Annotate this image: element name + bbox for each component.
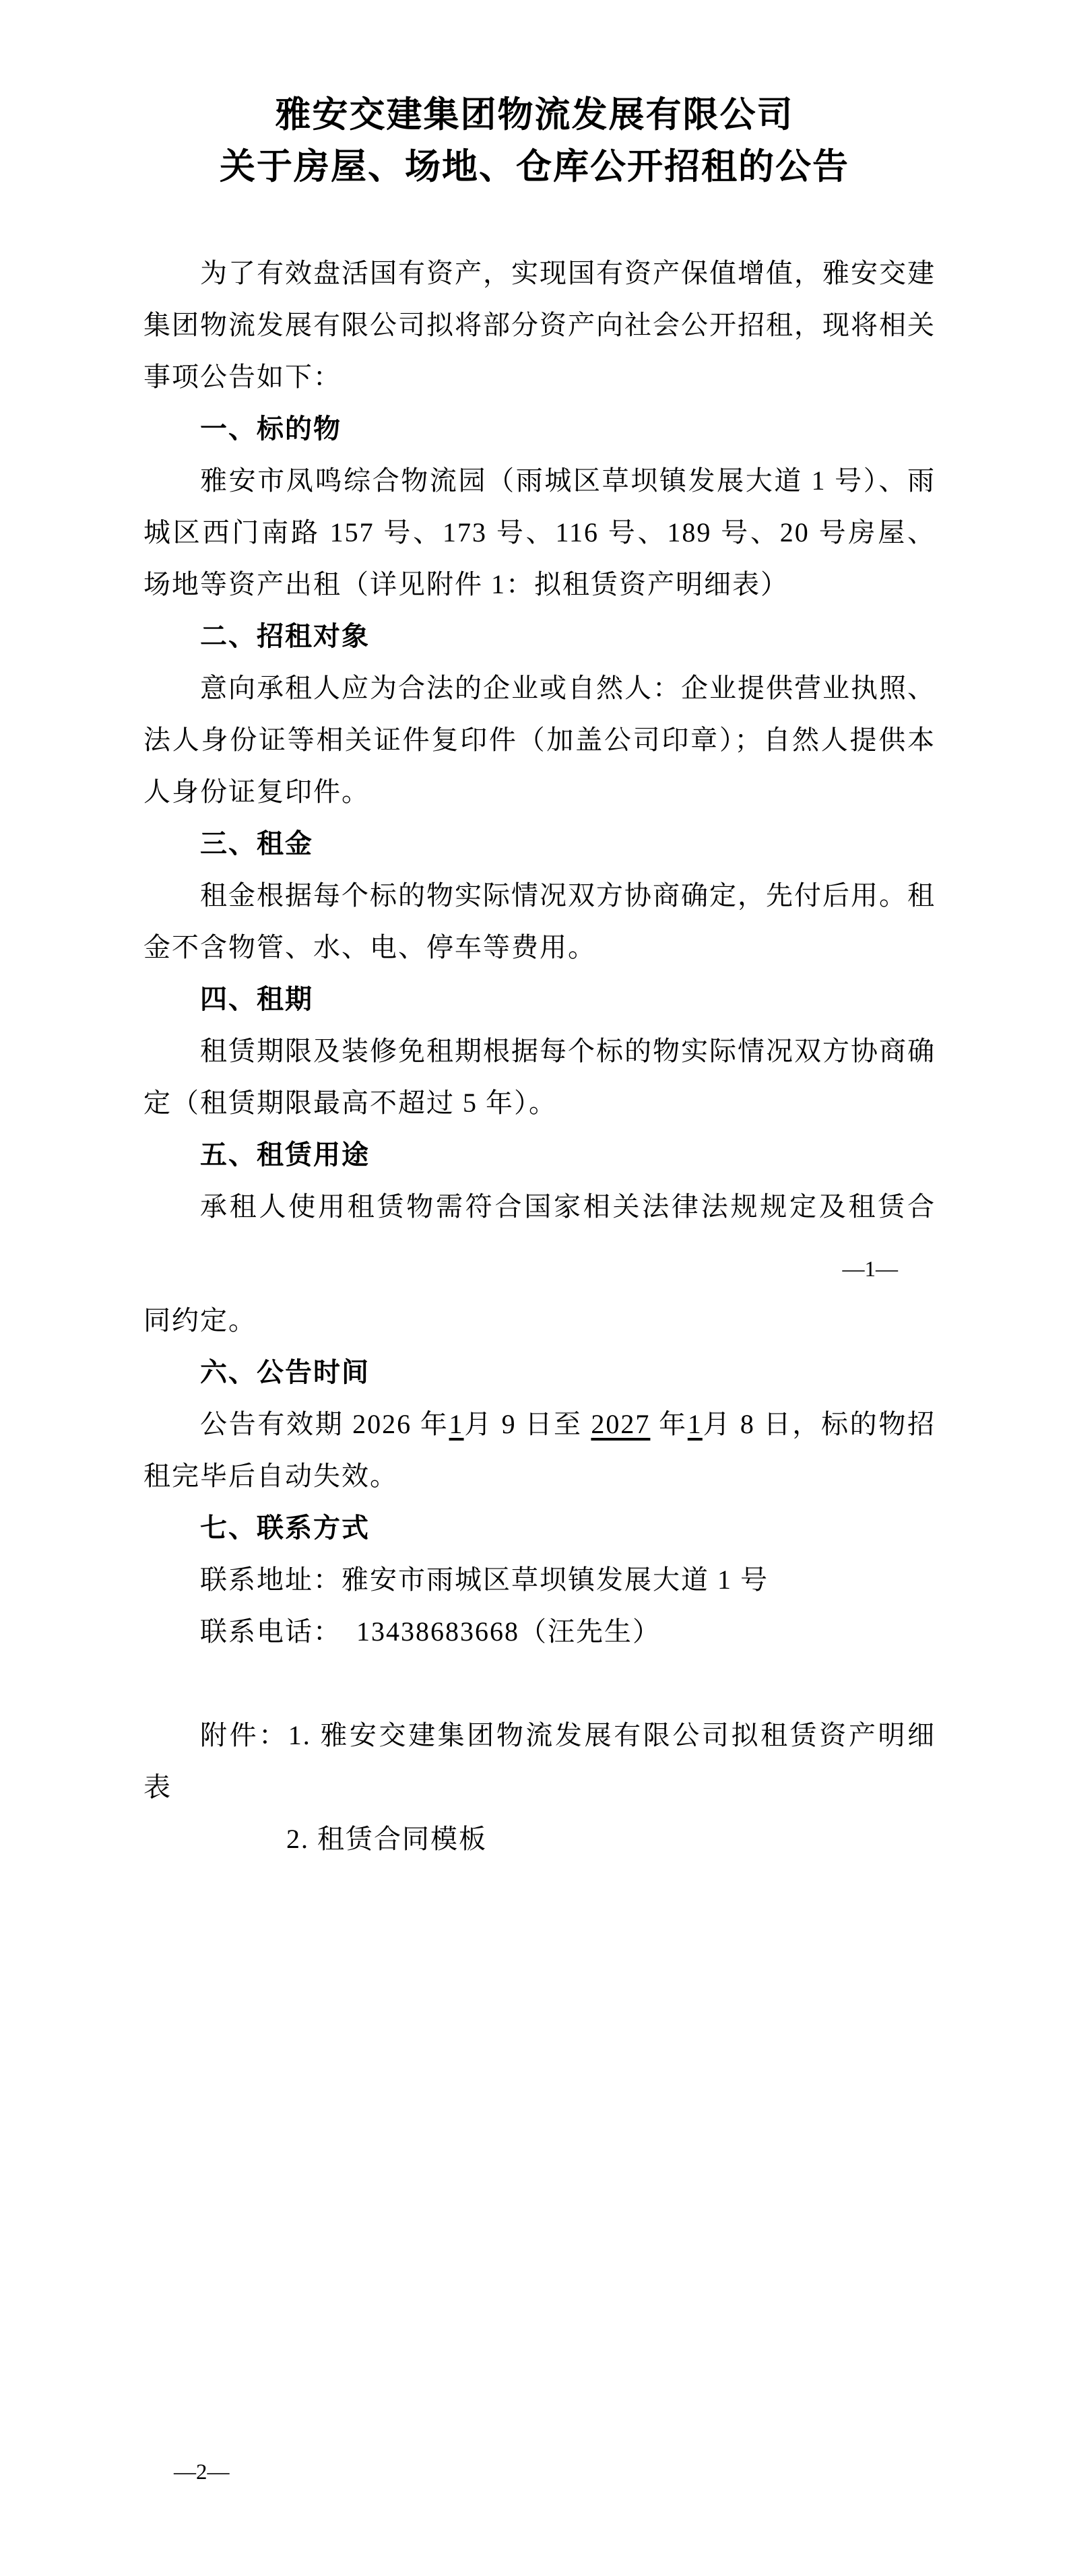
underlined-date-part: 2027 [591, 1409, 651, 1439]
page-number-1: —1— [842, 1257, 898, 1282]
paragraph: 附件：1. 雅安交建集团物流发展有限公司拟租赁资产明细表 [143, 1720, 936, 1802]
document-title-line1: 雅安交建集团物流发展有限公司 [275, 96, 794, 135]
paragraph: 2. 租赁合同模板 [286, 1824, 487, 1854]
section-heading: 二、招租对象 [200, 621, 370, 651]
paragraph: 同约定。 [143, 1305, 257, 1335]
document-title [0, 0, 1069, 193]
underlined-date-part: 1 [449, 1409, 464, 1439]
underlined-date-part: 1 [687, 1409, 703, 1439]
section-heading: 一、标的物 [200, 414, 342, 444]
section-heading: 六、公告时间 [200, 1357, 370, 1387]
paragraph: 为了有效盘活国有资产，实现国有资产保值增值，雅安交建集团物流发展有限公司拟将部分资产向社会公开招租，现将相关事项公告如下： [143, 258, 936, 392]
section-heading: 三、租金 [200, 828, 313, 859]
paragraph: 意向承租人应为合法的企业或自然人：企业提供营业执照、法人身份证等相关证件复印件（加盖公司印章）；自然人提供本人身份证复印件。 [143, 673, 936, 807]
paragraph: 联系电话： 13438683668（汪先生） [200, 1616, 661, 1647]
paragraph: 租赁期限及装修免租期根据每个标的物实际情况双方协商确定（租赁期限最高不超过 5 年）。 [143, 1036, 936, 1118]
section-heading: 四、租期 [200, 984, 313, 1014]
document-title-line2: 关于房屋、场地、仓库公开招租的公告 [220, 147, 849, 187]
section-heading: 五、租赁用途 [200, 1140, 370, 1170]
paragraph: 联系地址：雅安市雨城区草坝镇发展大道 1 号 [200, 1564, 769, 1595]
document-body [0, 247, 936, 1865]
paragraph: 承租人使用租赁物需符合国家相关法律法规规定及租赁合 [200, 1191, 936, 1222]
paragraph: 公告有效期 2026 年1月 9 日至 2027 年1月 8 日，标的物招租完毕后自动失效。 [143, 1409, 936, 1491]
section-heading: 七、联系方式 [200, 1513, 370, 1543]
paragraph: 雅安市凤鸣综合物流园（雨城区草坝镇发展大道 1 号）、雨城区西门南路 157 号、173 号、116 号、189 号、20 号房屋、场地等资产出租（详见附件 1：拟租赁资产明细表） [143, 465, 936, 599]
paragraph: 租金根据每个标的物实际情况双方协商确定，先付后用。租金不含物管、水、电、停车等费用。 [143, 880, 936, 962]
page-number-2: —2— [174, 2460, 230, 2484]
